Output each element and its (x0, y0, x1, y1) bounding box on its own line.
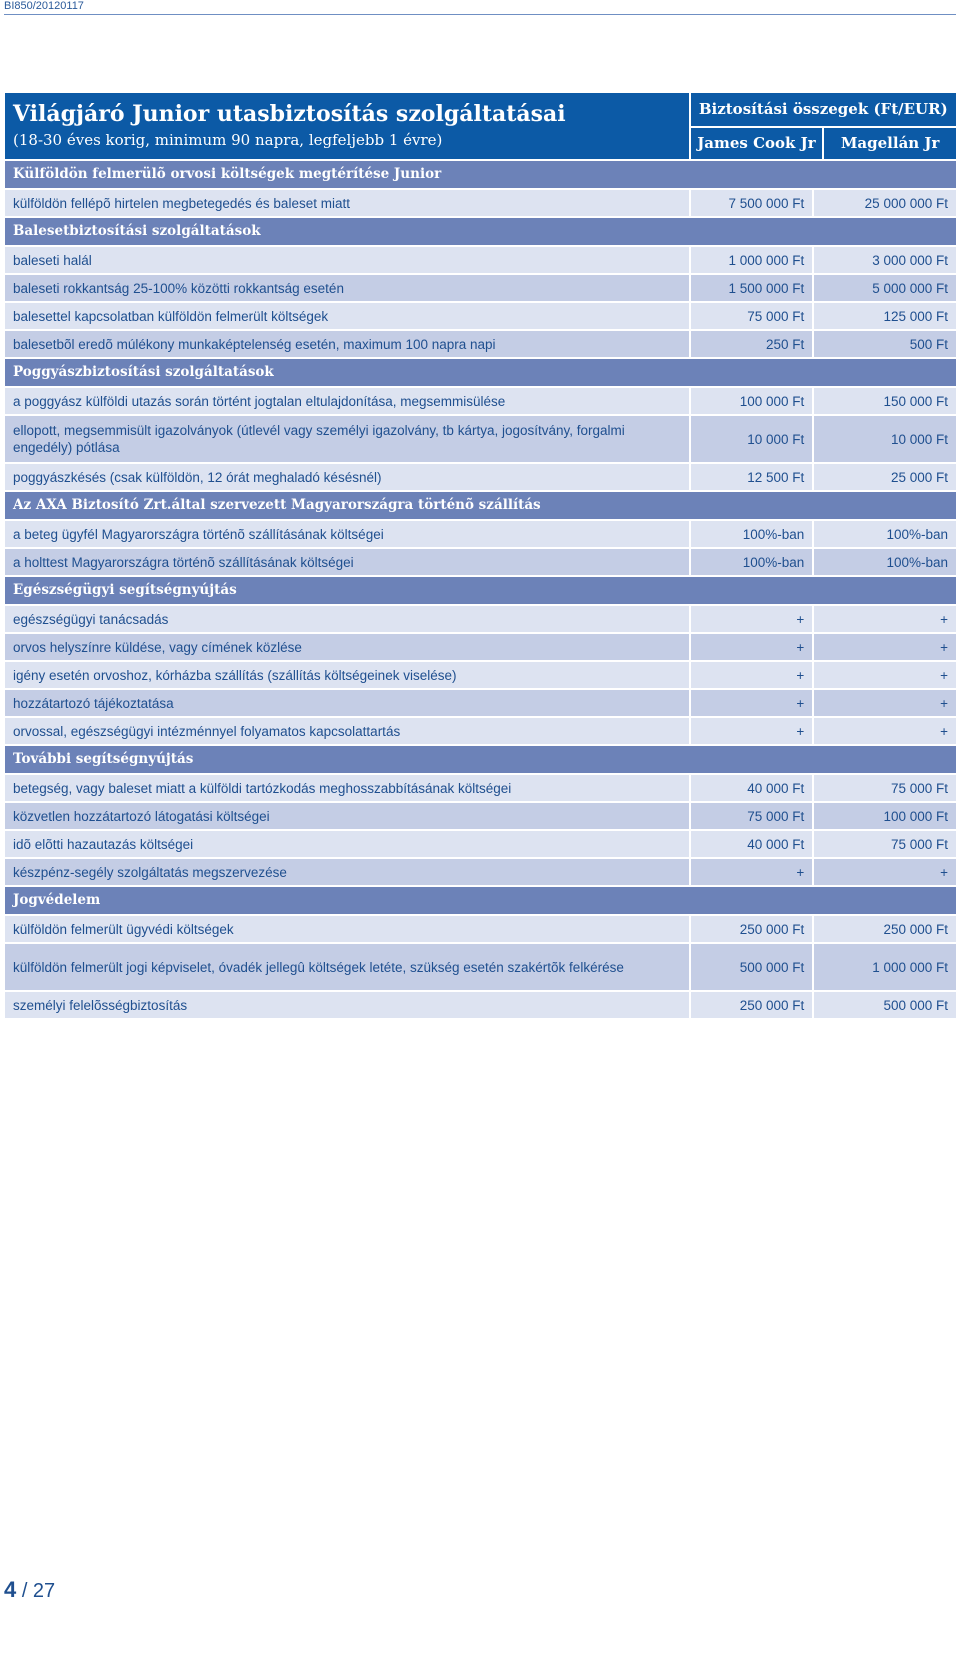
value-magellan: + (814, 606, 956, 632)
value-james-cook: 40 000 Ft (691, 831, 813, 857)
table-body (5, 161, 956, 1018)
value-james-cook: 250 000 Ft (691, 992, 813, 1018)
table-row (5, 803, 956, 829)
row-label: balesettel kapcsolatban külföldön felmerült költségek (5, 303, 689, 329)
table-row (5, 992, 956, 1018)
plan-header-magellan: Magellán Jr (824, 128, 956, 159)
section-header: További segítségnyújtás (5, 746, 956, 773)
table-title: Világjáró Junior utasbiztosítás szolgáltatásai (13, 101, 566, 127)
table-row (5, 662, 956, 688)
value-james-cook: 500 000 Ft (691, 944, 813, 990)
table-row (5, 831, 956, 857)
table-row (5, 190, 956, 216)
value-james-cook: + (691, 718, 813, 744)
table-row (5, 416, 956, 462)
table-row (5, 690, 956, 716)
table-row (5, 718, 956, 744)
plan-headers (691, 128, 956, 159)
table-row (5, 303, 956, 329)
value-magellan: + (814, 662, 956, 688)
table-row (5, 388, 956, 414)
row-label: külföldön fellépõ hirtelen megbetegedés és baleset miatt (5, 190, 689, 216)
value-magellan: 500 000 Ft (814, 992, 956, 1018)
value-magellan: 100 000 Ft (814, 803, 956, 829)
section-header: Poggyászbiztosítási szolgáltatások (5, 359, 956, 386)
row-label: baleseti rokkantság 25-100% közötti rokkantság esetén (5, 275, 689, 301)
table-row (5, 275, 956, 301)
value-magellan: 3 000 000 Ft (814, 247, 956, 273)
section-header: Jogvédelem (5, 887, 956, 914)
value-magellan: + (814, 718, 956, 744)
row-label: idõ elõtti hazautazás költségei (5, 831, 689, 857)
value-james-cook: + (691, 634, 813, 660)
top-divider (4, 14, 956, 15)
row-label: baleseti halál (5, 247, 689, 273)
table-row (5, 331, 956, 357)
table-subtitle: (18-30 éves korig, minimum 90 napra, legfeljebb 1 évre) (13, 131, 443, 149)
value-james-cook: + (691, 606, 813, 632)
row-label: ellopott, megsemmisült igazolványok (útlevél vagy személyi igazolvány, tb kártya, jogosítvány, forgalmi engedély) pótlása (5, 416, 689, 462)
table-row (5, 521, 956, 547)
value-james-cook: + (691, 662, 813, 688)
value-magellan: 5 000 000 Ft (814, 275, 956, 301)
row-label: igény esetén orvoshoz, kórházba szállítás (szállítás költségeinek viselése) (5, 662, 689, 688)
value-james-cook: 1 000 000 Ft (691, 247, 813, 273)
table-row (5, 606, 956, 632)
value-magellan: + (814, 859, 956, 885)
page-number (4, 1577, 55, 1603)
value-james-cook: 7 500 000 Ft (691, 190, 813, 216)
value-james-cook: 100 000 Ft (691, 388, 813, 414)
section-header: Egészségügyi segítségnyújtás (5, 577, 956, 604)
row-label: balesetbõl eredõ múlékony munkaképtelenség esetén, maximum 100 napra napi (5, 331, 689, 357)
value-james-cook: 250 Ft (691, 331, 813, 357)
table-row (5, 549, 956, 575)
value-magellan: 125 000 Ft (814, 303, 956, 329)
value-james-cook: 1 500 000 Ft (691, 275, 813, 301)
value-magellan: 100%-ban (814, 521, 956, 547)
row-label: orvossal, egészségügyi intézménnyel folyamatos kapcsolattartás (5, 718, 689, 744)
row-label: hozzátartozó tájékoztatása (5, 690, 689, 716)
row-label: orvos helyszínre küldése, vagy címének közlése (5, 634, 689, 660)
value-magellan: + (814, 690, 956, 716)
table-row (5, 464, 956, 490)
value-magellan: + (814, 634, 956, 660)
value-james-cook: + (691, 690, 813, 716)
table-row (5, 634, 956, 660)
row-label: készpénz-segély szolgáltatás megszervezése (5, 859, 689, 885)
sums-label: Biztosítási összegek (Ft/EUR) (691, 93, 956, 126)
row-label: közvetlen hozzátartozó látogatási költségei (5, 803, 689, 829)
value-magellan: 500 Ft (814, 331, 956, 357)
current-page: 4 (4, 1577, 17, 1602)
sums-header (691, 93, 956, 159)
row-label: a poggyász külföldi utazás során történt jogtalan eltulajdonítása, megsemmisülése (5, 388, 689, 414)
value-james-cook: 100%-ban (691, 521, 813, 547)
row-label: külföldön felmerült jogi képviselet, óvadék jellegû költségek letéte, szükség esetén szakértõk felkérése (5, 944, 689, 990)
row-label: betegség, vagy baleset miatt a külföldi tartózkodás meghosszabbításának költségei (5, 775, 689, 801)
table-row (5, 944, 956, 990)
document-code: BI850/20120117 (4, 0, 84, 12)
section-header: Külföldön felmerülõ orvosi költségek megtérítése Junior (5, 161, 956, 188)
value-magellan: 25 000 000 Ft (814, 190, 956, 216)
value-magellan: 100%-ban (814, 549, 956, 575)
row-label: külföldön felmerült ügyvédi költségek (5, 916, 689, 942)
row-label: egészségügyi tanácsadás (5, 606, 689, 632)
value-james-cook: + (691, 859, 813, 885)
benefits-table (5, 93, 956, 1018)
row-label: a holttest Magyarországra történõ szállításának költségei (5, 549, 689, 575)
value-magellan: 10 000 Ft (814, 416, 956, 462)
table-row (5, 247, 956, 273)
value-magellan: 1 000 000 Ft (814, 944, 956, 990)
table-row (5, 916, 956, 942)
table-row (5, 859, 956, 885)
row-label: a beteg ügyfél Magyarországra történõ szállításának költségei (5, 521, 689, 547)
value-james-cook: 10 000 Ft (691, 416, 813, 462)
row-label: személyi felelõsségbiztosítás (5, 992, 689, 1018)
value-james-cook: 100%-ban (691, 549, 813, 575)
value-james-cook: 75 000 Ft (691, 303, 813, 329)
section-header: Az AXA Biztosító Zrt.által szervezett Magyarországra történõ szállítás (5, 492, 956, 519)
value-james-cook: 40 000 Ft (691, 775, 813, 801)
value-james-cook: 12 500 Ft (691, 464, 813, 490)
value-magellan: 75 000 Ft (814, 775, 956, 801)
row-label: poggyászkésés (csak külföldön, 12 órát meghaladó késésnél) (5, 464, 689, 490)
value-james-cook: 250 000 Ft (691, 916, 813, 942)
value-magellan: 250 000 Ft (814, 916, 956, 942)
value-magellan: 25 000 Ft (814, 464, 956, 490)
value-james-cook: 75 000 Ft (691, 803, 813, 829)
value-magellan: 150 000 Ft (814, 388, 956, 414)
value-magellan: 75 000 Ft (814, 831, 956, 857)
section-header: Balesetbiztosítási szolgáltatások (5, 218, 956, 245)
total-pages: / 27 (21, 1580, 56, 1602)
plan-header-james-cook: James Cook Jr (691, 128, 823, 159)
table-title-block (5, 93, 689, 159)
table-header (5, 93, 956, 159)
table-row (5, 775, 956, 801)
